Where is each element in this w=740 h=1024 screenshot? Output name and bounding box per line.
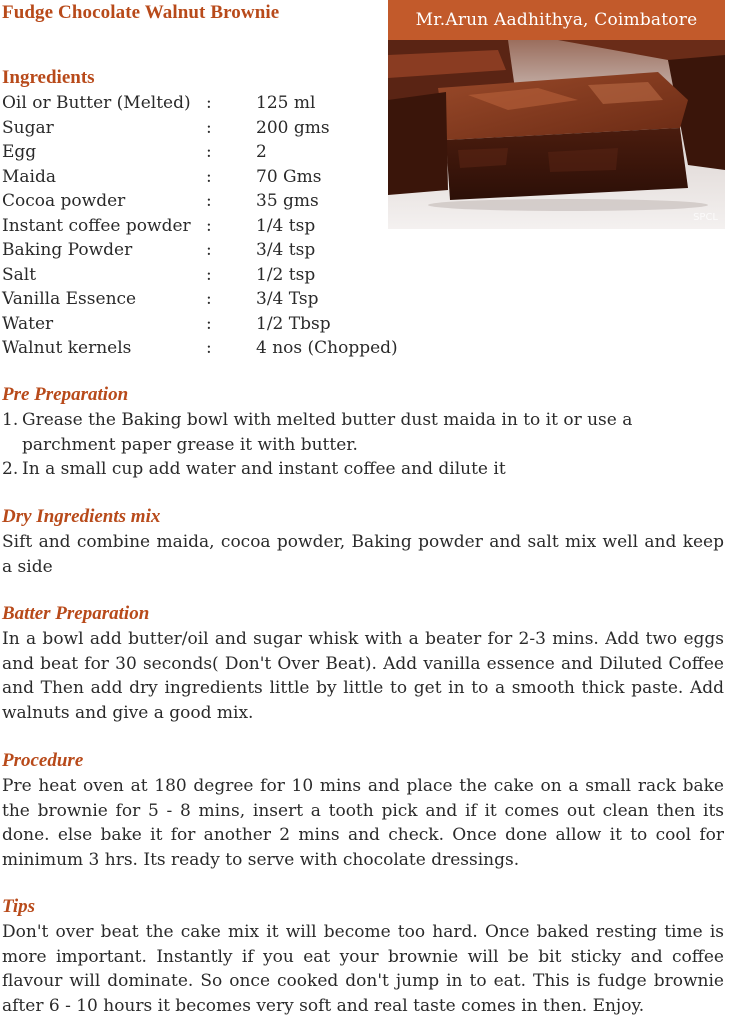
ingredient-row xyxy=(2,287,422,311)
step-text: Grease the Baking bowl with melted butter dust maida in to it or use a parchment paper grease it with butter. xyxy=(22,410,633,455)
dry-ingredients-heading: Dry Ingredients mix xyxy=(2,506,161,527)
ingredient-row xyxy=(2,140,422,164)
ingredient-separator: : xyxy=(206,191,212,211)
recipe-title: Fudge Chocolate Walnut Brownie xyxy=(2,2,280,23)
ingredient-row xyxy=(2,91,422,115)
ingredient-quantity: 1/2 Tbsp xyxy=(256,313,331,334)
ingredient-separator: : xyxy=(206,117,212,138)
ingredient-separator: : xyxy=(206,240,212,260)
ingredient-separator: : xyxy=(206,215,212,236)
ingredient-name: Sugar xyxy=(2,117,54,138)
ingredient-name: Cocoa powder xyxy=(2,191,126,211)
ingredient-quantity: 1/4 tsp xyxy=(256,215,316,236)
procedure-heading: Procedure xyxy=(2,750,84,771)
ingredient-quantity: 1/2 tsp xyxy=(256,264,316,285)
ingredient-row xyxy=(2,336,422,360)
ingredient-name: Baking Powder xyxy=(2,240,133,260)
step-number: 2. xyxy=(2,459,19,479)
pre-preparation-steps xyxy=(2,408,724,482)
pre-preparation-heading: Pre Preparation xyxy=(2,384,129,405)
photo-watermark: SPCL xyxy=(693,212,718,223)
ingredient-name: Oil or Butter (Melted) xyxy=(2,93,191,113)
step-number: 1. xyxy=(2,410,19,430)
ingredient-quantity: 3/4 Tsp xyxy=(256,289,319,309)
ingredient-row xyxy=(2,312,422,336)
ingredient-row xyxy=(2,165,422,189)
ingredient-name: Maida xyxy=(2,166,56,187)
ingredient-name: Water xyxy=(2,313,54,334)
ingredient-name: Egg xyxy=(2,142,37,162)
ingredient-quantity: 35 gms xyxy=(256,191,319,211)
list-item xyxy=(2,457,724,482)
batter-text: In a bowl add butter/oil and sugar whisk with a beater for 2-3 mins. Add two eggs and beat for 30 seconds( Don't Over Beat). Add vanilla essence and Diluted Coffee and Then add dry ingredients little by little to get in to a smooth thick paste. Add walnuts and give a good mix. xyxy=(2,629,724,723)
ingredient-name: Walnut kernels xyxy=(2,338,132,358)
ingredient-row xyxy=(2,116,422,140)
ingredient-separator: : xyxy=(206,338,212,358)
ingredient-quantity: 2 xyxy=(256,142,267,162)
step-text: In a small cup add water and instant coffee and dilute it xyxy=(22,459,506,479)
ingredient-quantity: 3/4 tsp xyxy=(256,240,316,260)
ingredient-row xyxy=(2,189,422,213)
tips-heading: Tips xyxy=(2,896,36,917)
ingredient-quantity: 4 nos (Chopped) xyxy=(256,338,398,358)
ingredient-name: Salt xyxy=(2,264,37,285)
ingredient-separator: : xyxy=(206,166,212,187)
ingredient-separator: : xyxy=(206,93,212,113)
ingredient-separator: : xyxy=(206,264,212,285)
ingredient-row xyxy=(2,238,422,262)
ingredient-row xyxy=(2,214,422,238)
dry-ingredients-text: Sift and combine maida, cocoa powder, Baking powder and salt mix well and keep a side xyxy=(2,532,724,577)
author-banner: Mr.Arun Aadhithya, Coimbatore xyxy=(388,0,725,40)
ingredients-heading: Ingredients xyxy=(2,67,95,88)
procedure-text: Pre heat oven at 180 degree for 10 mins and place the cake on a small rack bake the brownie for 5 - 8 mins, insert a tooth pick and if it comes out clean then its done. else bake it for another 2 mins and check. Once done allow it to cool for minimum 3 hrs. Its ready to serve with chocolate dressings. xyxy=(2,776,724,870)
ingredient-separator: : xyxy=(206,289,212,309)
list-item xyxy=(2,408,724,457)
ingredient-quantity: 125 ml xyxy=(256,93,316,113)
ingredient-separator: : xyxy=(206,142,212,162)
brownie-photo xyxy=(388,0,725,229)
ingredient-quantity: 200 gms xyxy=(256,117,330,138)
tips-text: Don't over beat the cake mix it will become too hard. Once baked resting time is more important. Instantly if you eat your brownie will be bit sticky and coffee flavour will dominate. So once cooked don't jump in to eat. This is fudge brownie after 6 - 10 hours it becomes very soft and real taste comes in then. Enjoy. xyxy=(2,922,724,1016)
ingredient-row xyxy=(2,263,422,287)
ingredient-name: Vanilla Essence xyxy=(2,289,137,309)
ingredient-name: Instant coffee powder xyxy=(2,215,191,236)
ingredient-separator: : xyxy=(206,313,212,334)
ingredient-quantity: 70 Gms xyxy=(256,166,322,187)
batter-heading: Batter Preparation xyxy=(2,603,150,624)
